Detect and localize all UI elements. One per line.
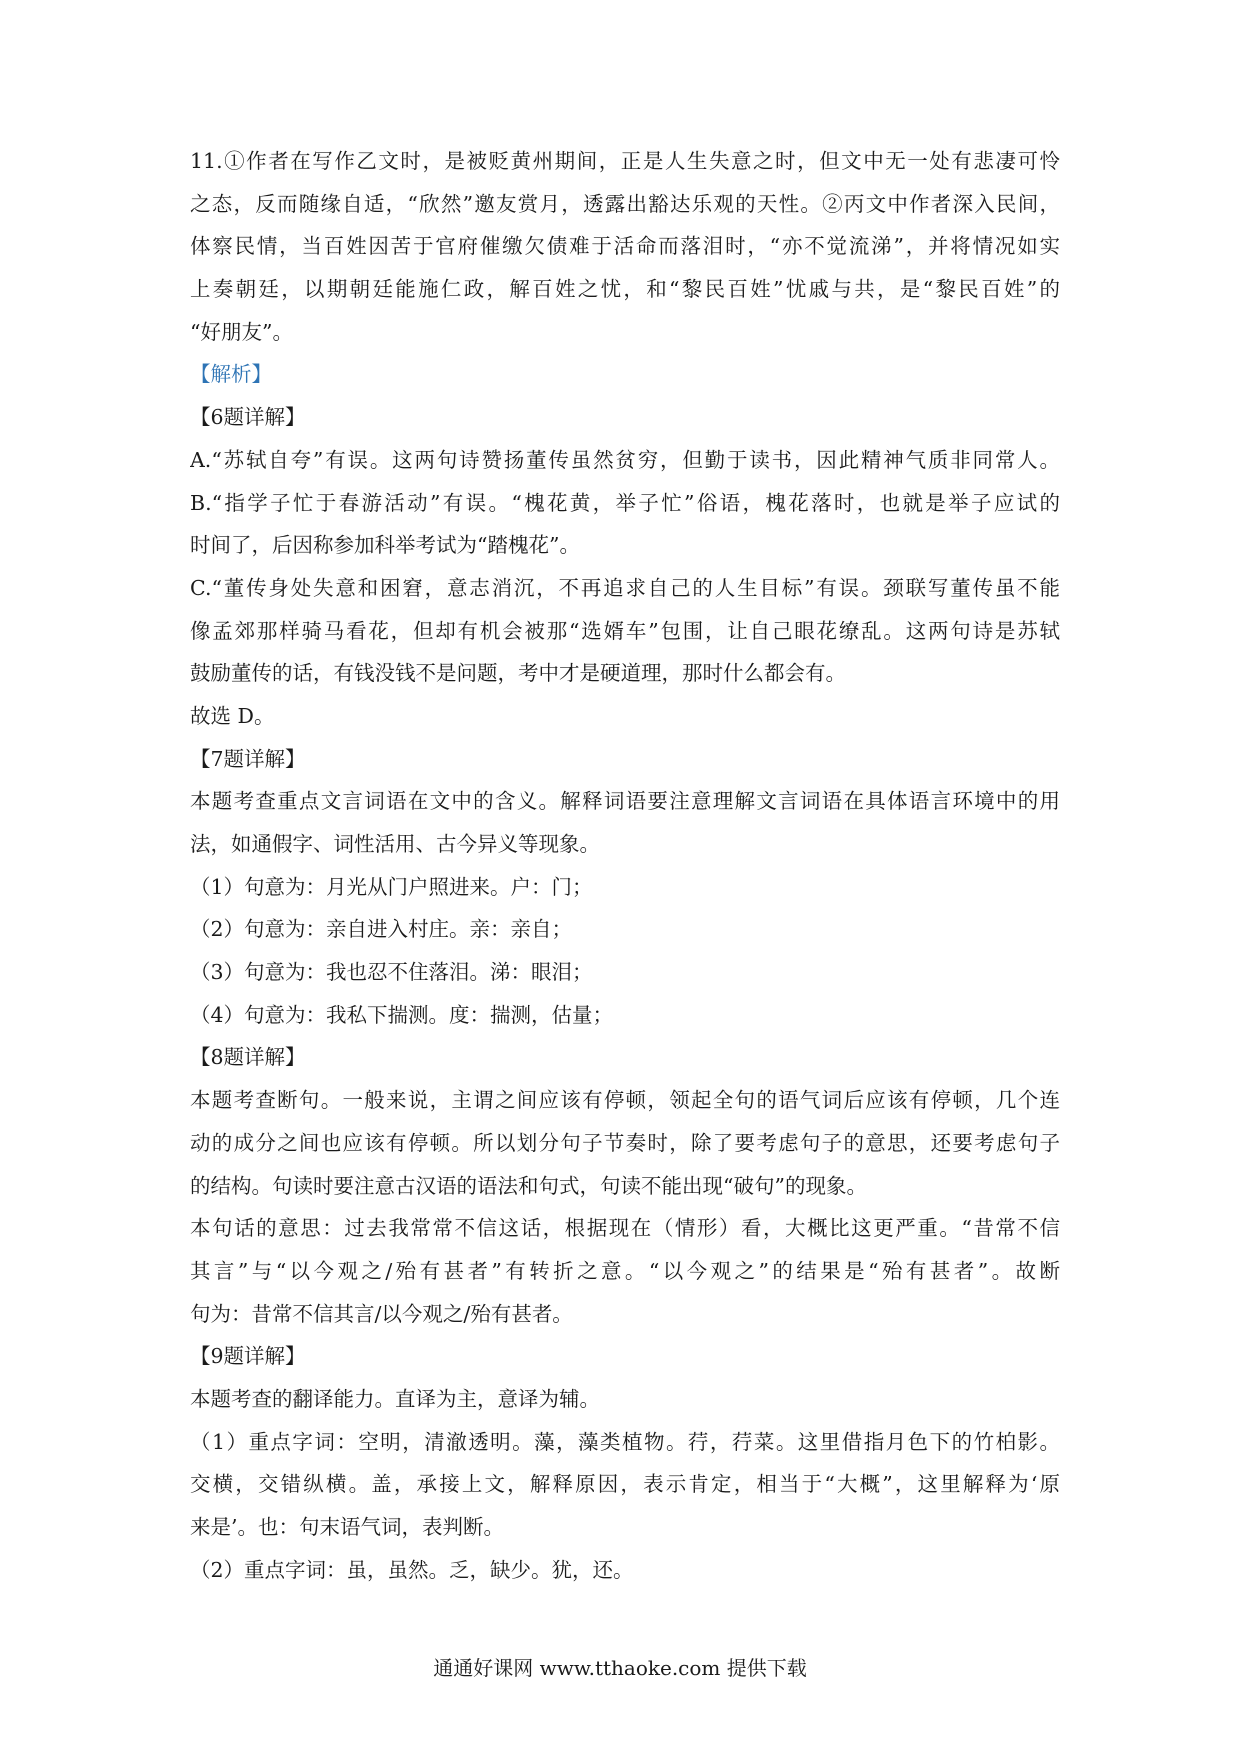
- text-line: 11.①作者在写作乙文时，是被贬黄州期间，正是人生失意之时，但文中无一处有悲凄可怜: [190, 149, 1060, 173]
- text-line: 法，如通假字、词性活用、古今异义等现象。: [190, 832, 600, 856]
- text-line: 故选 D。: [190, 703, 275, 728]
- text-line: 交横，交错纵横。盖，承接上文，解释原因，表示肯定，相当于“大概”，这里解释为‘原: [190, 1472, 1060, 1497]
- text-line: 动的成分之间也应该有停顿。所以划分句子节奏时，除了要考虑句子的意思，还要考虑句子: [190, 1130, 1060, 1155]
- text-line: C.“董传身处失意和困窘，意志消沉，不再追求自己的人生目标”有误。颈联写董传虽不能: [190, 575, 1060, 600]
- text-line: 本题考查重点文言词语在文中的含义。解释词语要注意理解文言词语在具体语言环境中的用: [190, 789, 1060, 814]
- text-line: 其言”与“以今观之/殆有甚者”有转折之意。“以今观之”的结果是“殆有甚者”。故断: [190, 1258, 1060, 1283]
- text-line: B.“指学子忙于春游活动”有误。“槐花黄，举子忙”俗语，槐花落时，也就是举子应试的: [190, 490, 1060, 515]
- analysis-heading: 【解析】: [190, 362, 272, 387]
- text-line: 本句话的意思：过去我常常不信这话，根据现在（情形）看，大概比这更严重。“昔常不信: [190, 1216, 1060, 1241]
- text-line: 时间了，后因称参加科举考试为“踏槐花”。: [190, 533, 580, 558]
- document-body: [190, 146, 1060, 1597]
- text-line: 像孟郊那样骑马看花，但却有机会被那“选婿车”包围，让自己眼花缭乱。这两句诗是苏轼: [190, 618, 1060, 643]
- text-line: 本题考查断句。一般来说，主谓之间应该有停顿，领起全句的语气词后应该有停顿，几个连: [190, 1088, 1060, 1113]
- text-line: 来是’。也：句末语气词，表判断。: [190, 1515, 505, 1539]
- text-line: 【8题详解】: [190, 1045, 306, 1070]
- text-line: 鼓励董传的话，有钱没钱不是问题，考中才是硬道理，那时什么都会有。: [190, 661, 846, 686]
- text-line: 本题考查的翻译能力。直译为主，意译为辅。: [190, 1386, 600, 1411]
- page-footer: 通通好课网 www.tthaoke.com 提供下载: [433, 1656, 807, 1680]
- text-line: 句为：昔常不信其言/以今观之/殆有甚者。: [190, 1301, 573, 1326]
- text-line: 上奏朝廷，以期朝廷能施仁政，解百姓之忧，和“黎民百姓”忧戚与共，是“黎民百姓”的: [190, 277, 1060, 302]
- text-line: 【7题详解】: [190, 746, 306, 771]
- text-line: （2）句意为：亲自进入村庄。亲：亲自；: [190, 917, 573, 942]
- text-line: （4）句意为：我私下揣测。度：揣测，估量；: [190, 1002, 614, 1027]
- text-line: 【9题详解】: [190, 1344, 306, 1369]
- text-line: 的结构。句读时要注意古汉语的语法和句式，句读不能出现“破句”的现象。: [190, 1173, 867, 1198]
- text-line: （3）句意为：我也忍不住落泪。涕：眼泪；: [190, 960, 593, 985]
- text-line: （1）重点字词：空明，清澈透明。藻，藻类植物。荇，荇菜。这里借指月色下的竹柏影。: [190, 1429, 1060, 1454]
- text-line: “好朋友”。: [190, 319, 293, 344]
- text-line: （2）重点字词：虽，虽然。乏，缺少。犹，还。: [190, 1557, 634, 1582]
- text-line: （1）句意为：月光从门户照进来。户：门；: [190, 874, 593, 899]
- text-line: 之态，反而随缘自适，“欣然”邀友赏月，透露出豁达乐观的天性。②丙文中作者深入民间，: [190, 191, 1060, 216]
- text-line: 体察民情，当百姓因苦于官府催缴欠债难于活命而落泪时，“亦不觉流涕”，并将情况如实: [190, 234, 1060, 259]
- text-line: A.“苏轼自夸”有误。这两句诗赞扬董传虽然贫穷，但勤于读书，因此精神气质非同常人。: [190, 447, 1060, 472]
- text-line: 【6题详解】: [190, 405, 306, 430]
